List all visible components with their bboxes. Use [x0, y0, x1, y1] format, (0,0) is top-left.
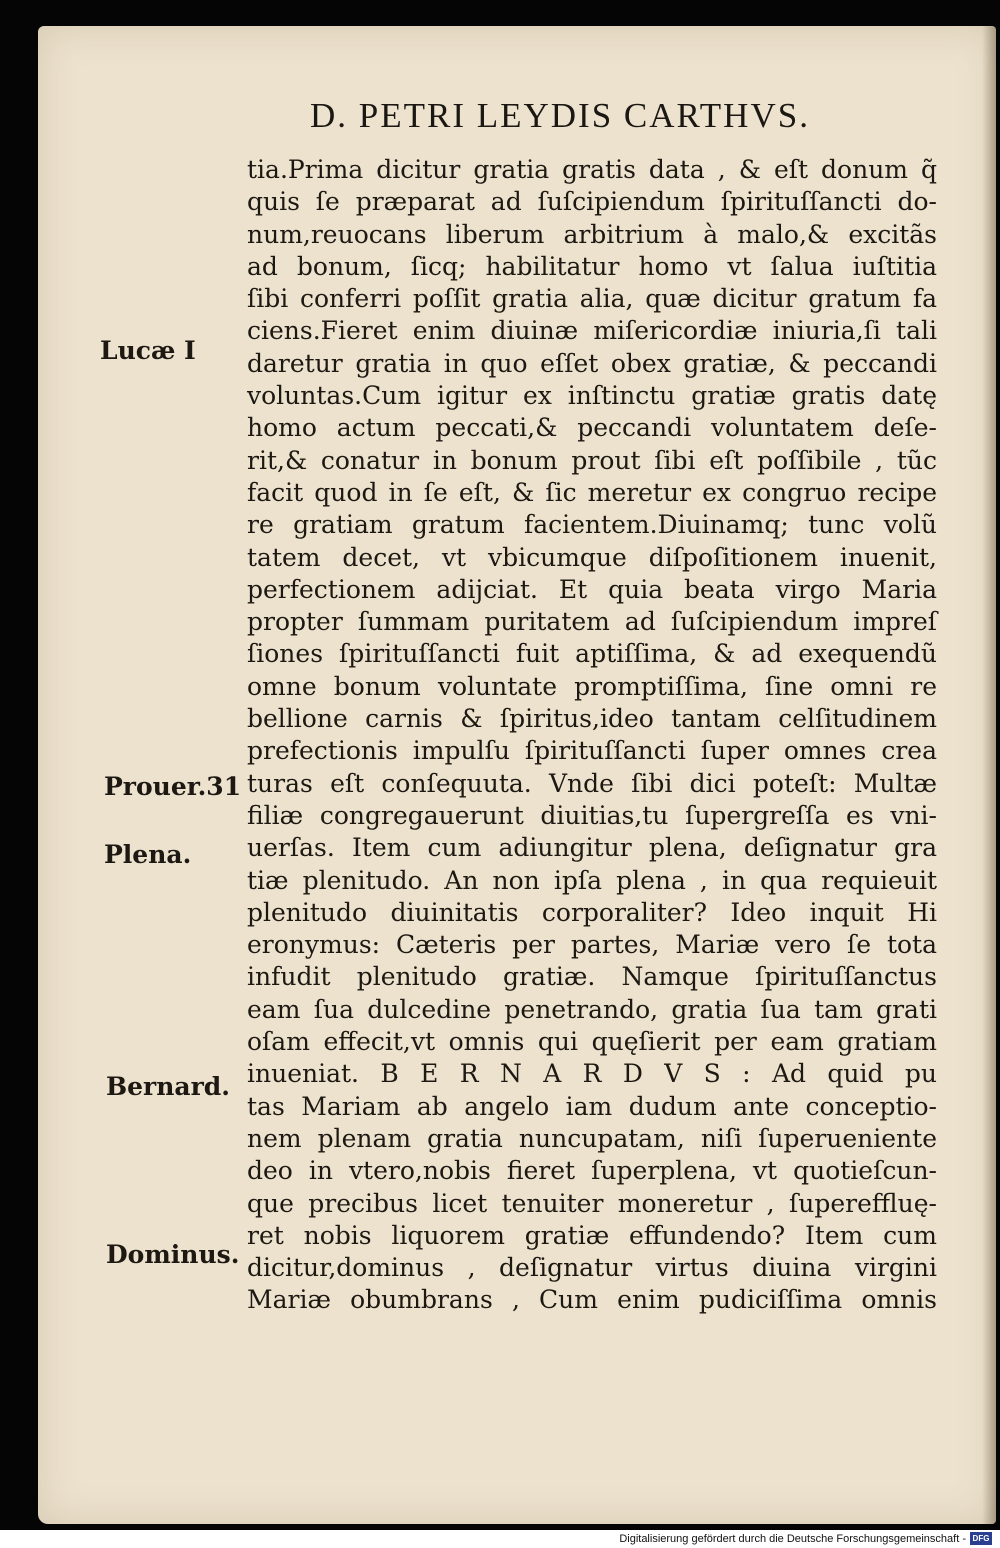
text-line: tiæ plenitudo. An non ipſa plena , in qua requieuit: [247, 865, 937, 895]
marginal-note-dominus: Dominus.: [106, 1240, 240, 1269]
text-line: bellione carnis & ſpiritus,ideo tantam celſitudinem: [247, 704, 937, 734]
text-line: ciens.Fieret enim diuinæ miſericordiæ iniuria,ſi tali: [247, 316, 937, 346]
text-line: oſam effecit,vt omnis qui quęſierit per eam gratiam: [247, 1027, 937, 1057]
text-line: rit,& conatur in bonum prout ſibi eſt poſſibile , tũc: [247, 445, 937, 475]
text-line: dicitur,dominus , deſignatur virtus diuina virgini: [247, 1253, 937, 1283]
text-line: voluntas.Cum igitur ex inſtinctu gratiæ gratis datę: [247, 381, 937, 411]
text-line: Mariæ obumbrans , Cum enim pudiciſſima omnis: [247, 1285, 937, 1315]
text-line: ad bonum, ſicq; habilitatur homo vt ſalua iuſtitia: [247, 251, 937, 281]
text-line: nem plenam gratia nuncupatam, niſi ſuperueniente: [247, 1123, 937, 1153]
text-line: deo in vtero,nobis fieret ſuperplena, vt quotieſcun-: [247, 1156, 937, 1186]
text-line: num,reuocans liberum arbitrium à malo,& excitãs: [247, 219, 937, 249]
funding-credit: Digitalisierung gefördert durch die Deutsche Forschungsgemeinschaft -: [619, 1533, 966, 1545]
text-line: tatem decet, vt vbicumque diſpoſitionem inuenit,: [247, 542, 937, 572]
text-line: eam ſua dulcedine penetrando, gratia ſua tam grati: [247, 994, 937, 1024]
marginal-note-bernard: Bernard.: [106, 1072, 230, 1101]
running-head: D. PETRI LEYDIS CARTHVS.: [310, 96, 810, 135]
text-line: inueniat. B E R N A R D V S : Ad quid pu: [247, 1059, 937, 1089]
text-line: filiæ congregauerunt diuitias,tu ſupergreſſa es vni-: [247, 800, 937, 830]
text-line: turas eſt conſequuta. Vnde ſibi dici poteſt: Multæ: [247, 768, 937, 798]
text-line: plenitudo diuinitatis corporaliter? Ideo inquit Hi: [247, 897, 937, 927]
dfg-logo-icon: DFG: [970, 1532, 992, 1545]
marginal-note-prouer: Prouer.31: [104, 772, 242, 801]
text-line: ret nobis liquorem gratiæ effundendo? Item cum: [247, 1220, 937, 1250]
page-edge-shadow: [982, 26, 996, 1524]
marginal-note-plena: Plena.: [104, 840, 192, 869]
text-line: re gratiam gratum facientem.Diuinamq; tunc volũ: [247, 510, 937, 540]
text-line: uerſas. Item cum adiungitur plena, deſignatur gra: [247, 833, 937, 863]
text-line: que precibus licet tenuiter moneretur , ſupereffluę-: [247, 1188, 937, 1218]
text-line: homo actum peccati,& peccandi voluntatem deſe-: [247, 413, 937, 443]
text-line: quis ſe præparat ad ſuſcipiendum ſpirituſſancti do-: [247, 187, 937, 217]
text-line: tas Mariam ab angelo iam dudum ante conceptio-: [247, 1091, 937, 1121]
text-line: ſiones ſpirituſſancti fuit aptiſſima, & ad exequendũ: [247, 639, 937, 669]
text-line: omne bonum voluntate promptiſſima, ſine omni re: [247, 671, 937, 701]
text-line: eronymus: Cæteris per partes, Mariæ vero ſe tota: [247, 930, 937, 960]
text-line: prefectionis impulſu ſpirituſſancti ſuper omnes crea: [247, 736, 937, 766]
text-line: propter ſummam puritatem ad ſuſcipiendum impreſ: [247, 607, 937, 637]
marginal-note-lucae: Lucæ I: [100, 336, 196, 365]
text-line: ſibi conferri poſſit gratia alia, quæ dicitur gratum fa: [247, 284, 937, 314]
text-line: daretur gratia in quo eſſet obex gratiæ, & peccandi: [247, 348, 937, 378]
text-line: facit quod in ſe eſt, & ſic meretur ex congruo recipe: [247, 477, 937, 507]
text-line: infudit plenitudo gratiæ. Namque ſpirituſſanctus: [247, 962, 937, 992]
main-text-block: [247, 154, 937, 1317]
text-line: perfectionem adijciat. Et quia beata virgo Maria: [247, 574, 937, 604]
text-line: tia.Prima dicitur gratia gratis data , & eſt donum q̃: [247, 155, 937, 184]
